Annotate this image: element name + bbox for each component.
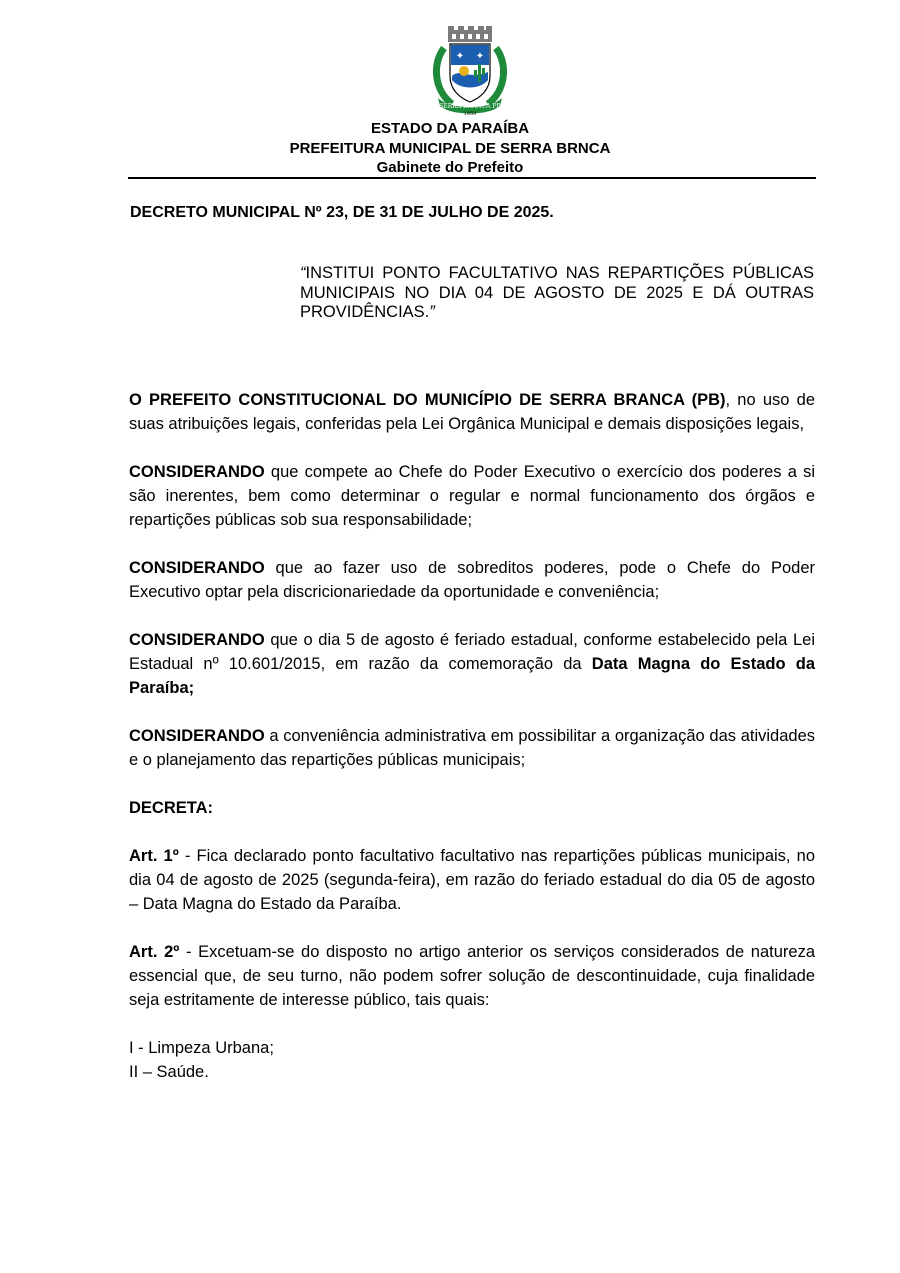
svg-text:✦: ✦	[455, 51, 465, 62]
considerando-bold-end: Data Magna do Estado da Paraíba;	[129, 655, 816, 697]
considerando-paragraph	[129, 460, 815, 532]
coat-of-arms-icon	[430, 24, 510, 116]
decreta-heading	[129, 796, 815, 820]
header-state: ESTADO DA PARAÍBA	[370, 120, 530, 137]
header-prefecture: PREFEITURA MUNICIPAL DE SERRA BRNCA	[289, 139, 611, 157]
considerando-text: que ao fazer uso de sobreditos poderes, pode o Chefe do Poder Executivo optar pela discricionariedade da oportunidade e conveniência;	[129, 559, 815, 601]
article-label: Art. 2º	[129, 943, 180, 961]
list-item: II – Saúde.	[129, 1063, 209, 1081]
article-text: - Fica declarado ponto facultativo facultativo nas repartições públicas municipais, no dia 04 de agosto de 2025 (segunda-feira), em razão do feriado estadual do dia 05 de agosto – Data Magna do Estado da Paraíba.	[129, 847, 815, 913]
header-divider	[128, 177, 816, 179]
decreta-label: DECRETA:	[129, 799, 214, 817]
considerando-text: a conveniência administrativa em possibilitar a organização das atividades e o planejamento das repartições públicas municipais;	[129, 727, 815, 769]
letterhead	[0, 119, 900, 178]
preamble-text: , no uso de suas atribuições legais, conferidas pela Lei Orgânica Municipal e demais disposições legais,	[129, 391, 815, 433]
decree-title: DECRETO MUNICIPAL Nº 23, DE 31 DE JULHO DE 2025.	[130, 204, 554, 221]
header-cabinet: Gabinete do Prefeito	[376, 159, 524, 176]
list-item: I - Limpeza Urbana;	[129, 1039, 274, 1057]
considerando-paragraph	[129, 628, 815, 700]
summary-text: INSTITUI PONTO FACULTATIVO NAS REPARTIÇÕES PÚBLICAS MUNICIPAIS NO DIA 04 DE AGOSTO DE 2025 E DÁ OUTRAS PROVIDÊNCIAS.	[300, 264, 814, 321]
crest-year: 1959	[463, 111, 477, 116]
open-quote: “	[300, 264, 306, 282]
crest-ribbon-text: SERRA BRANCA PB	[439, 103, 501, 110]
preamble-bold: O PREFEITO CONSTITUCIONAL DO MUNICÍPIO DE SERRA BRANCA (PB)	[129, 391, 726, 409]
considerando-text: que o dia 5 de agosto é feriado estadual, conforme estabelecido pela Lei Estadual nº 10.601/2015, em razão da comemoração da	[129, 631, 815, 673]
considerando-paragraph	[129, 724, 815, 772]
considerando-label: CONSIDERANDO	[129, 631, 265, 649]
close-quote: ”	[429, 303, 435, 321]
considerando-text: que compete ao Chefe do Poder Executivo o exercício dos poderes a si são inerentes, bem como determinar o regular e normal funcionamento dos órgãos e repartições públicas sob sua responsabilidade;	[129, 463, 815, 529]
article-paragraph	[129, 940, 815, 1012]
considerando-paragraph	[129, 556, 815, 604]
considerando-label: CONSIDERANDO	[129, 727, 265, 745]
decree-summary	[300, 264, 814, 323]
preamble-paragraph	[129, 388, 815, 436]
article-label: Art. 1º	[129, 847, 179, 865]
svg-text:✦: ✦	[475, 51, 485, 62]
article-text: - Excetuam-se do disposto no artigo anterior os serviços considerados de natureza essencial que, de seu turno, não podem sofrer solução de descontinuidade, cuja finalidade seja estritamente de interesse público, tais quais:	[129, 943, 815, 1009]
article-paragraph	[129, 844, 815, 916]
considerando-label: CONSIDERANDO	[129, 463, 265, 481]
decree-body	[129, 388, 815, 1084]
considerando-label: CONSIDERANDO	[129, 559, 265, 577]
